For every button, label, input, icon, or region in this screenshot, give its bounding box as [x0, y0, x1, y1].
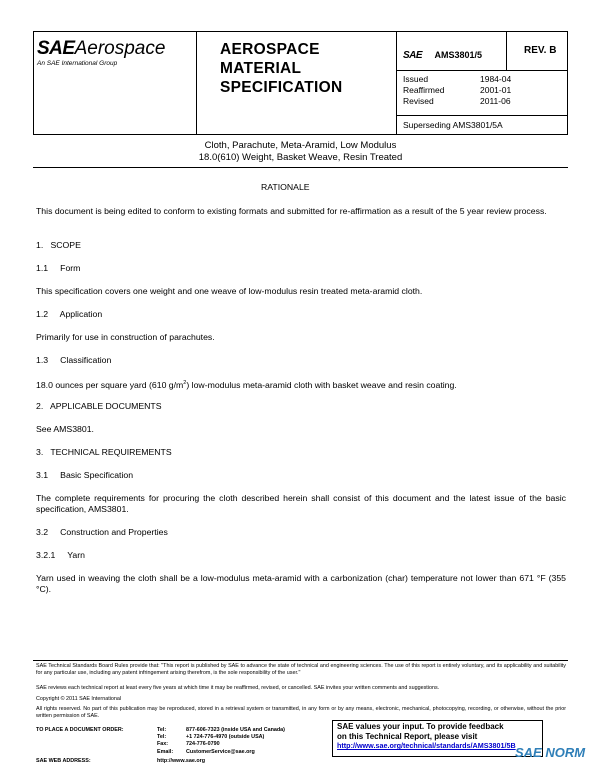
date-labels: Issued Reaffirmed Revised — [403, 74, 445, 106]
revision: REV. B — [524, 45, 557, 56]
doc-number-cell — [403, 45, 482, 63]
web-label: SAE WEB ADDRESS: — [36, 758, 91, 764]
doc-number: AMS3801/5 — [434, 50, 483, 60]
section-3-2-heading: 3.2 Construction and Properties — [36, 527, 168, 537]
logo-subtitle: An SAE International Group — [37, 60, 118, 67]
header-divider — [196, 32, 197, 134]
web-address: http://www.sae.org — [157, 758, 206, 764]
contact-labels: Tel: Tel: Fax: Email: — [157, 727, 174, 755]
feedback-box: SAE values your input. To provide feedback on this Technical Report, please visit http://www.sae.org/technical/standards/AMS3801/5B — [332, 720, 543, 757]
document-subject: Cloth, Parachute, Meta-Aramid, Low Modulus 18.0(610) Weight, Basket Weave, Resin Treated — [198, 140, 403, 163]
feedback-link[interactable]: http://www.sae.org/technical/standards/AMS3801/5B — [337, 741, 516, 751]
date-values: 1984-04 2001-01 2011-06 — [480, 74, 512, 106]
superseding: Superseding AMS3801/5A — [403, 120, 503, 130]
section-1-1-text: This specification covers one weight and one weave of low-modulus resin treated meta-aramid cloth. — [36, 286, 423, 296]
section-3-2-1-heading: 3.2.1 Yarn — [36, 550, 85, 560]
footer-disclaimer: SAE Technical Standards Board Rules provide that: "This report is published by SAE to advance the state of technical and engineering sciences. The use of this report is entirely voluntary, and its applicability and suitability for any particular use, including any patent infringement arising therefrom, is the sole responsibility of the user." — [36, 663, 566, 677]
contact-values: 877-606-7323 (inside USA and Canada) +1 724-776-4970 (outside USA) 724-776-0790 CustomerService@sae.org — [186, 727, 285, 755]
document-type-title: AEROSPACE MATERIAL SPECIFICATION — [220, 41, 343, 96]
footer-rule — [33, 660, 568, 661]
header-divider — [506, 32, 507, 70]
sae-aerospace-logo: SAEAerospace — [37, 38, 166, 59]
section-3-heading: 3. TECHNICAL REQUIREMENTS — [36, 447, 172, 457]
sae-norm-watermark: SAE NORM — [515, 745, 586, 760]
footer-rights: All rights reserved. No part of this publication may be reproduced, stored in a retrieval system or transmitted, in any form or by any means, electronic, mechanical, photocopying, recording, or otherwise, without the prior written permission of SAE. — [36, 706, 566, 720]
rationale-text: This document is being edited to conform to existing formats and submitted for re-affirmation as a result of the 5 year review process. — [36, 206, 547, 216]
section-3-2-1-text: Yarn used in weaving the cloth shall be a low-modulus meta-aramid with a carbonization (char) temperature not lower than 671 °F (355 °C). — [36, 573, 566, 595]
header-divider — [396, 70, 567, 71]
footer-review-note: SAE reviews each technical report at least every five years at which time it may be reaffirmed, revised, or cancelled. SAE invites your written comments and suggestions. — [36, 685, 440, 691]
section-3-1-heading: 3.1 Basic Specification — [36, 470, 134, 480]
header-box — [33, 31, 568, 135]
section-1-2-text: Primarily for use in construction of parachutes. — [36, 332, 215, 342]
subject-rule — [33, 167, 568, 168]
order-label: TO PLACE A DOCUMENT ORDER: — [36, 727, 124, 733]
section-1-3-text: 18.0 ounces per square yard (610 $g/m^2$) low-modulus meta-aramid cloth with basket weave and resin coating. — [36, 379, 457, 390]
rationale-heading: RATIONALE — [261, 182, 310, 192]
section-1-heading: 1. SCOPE — [36, 240, 81, 250]
section-3-1-text: The complete requirements for procuring the cloth described herein shall consist of this document and the latest issue of the basic specification, AMS3801. — [36, 493, 566, 515]
section-2-heading: 2. APPLICABLE DOCUMENTS — [36, 401, 162, 411]
section-1-1-heading: 1.1 Form — [36, 263, 81, 273]
footer-copyright: Copyright © 2011 SAE International — [36, 696, 122, 702]
header-divider — [396, 32, 397, 134]
sae-small-logo: SAE — [403, 50, 423, 61]
section-2-text: See AMS3801. — [36, 424, 94, 434]
section-1-3-heading: 1.3 Classification — [36, 355, 112, 365]
header-divider — [396, 115, 567, 116]
section-1-2-heading: 1.2 Application — [36, 309, 103, 319]
